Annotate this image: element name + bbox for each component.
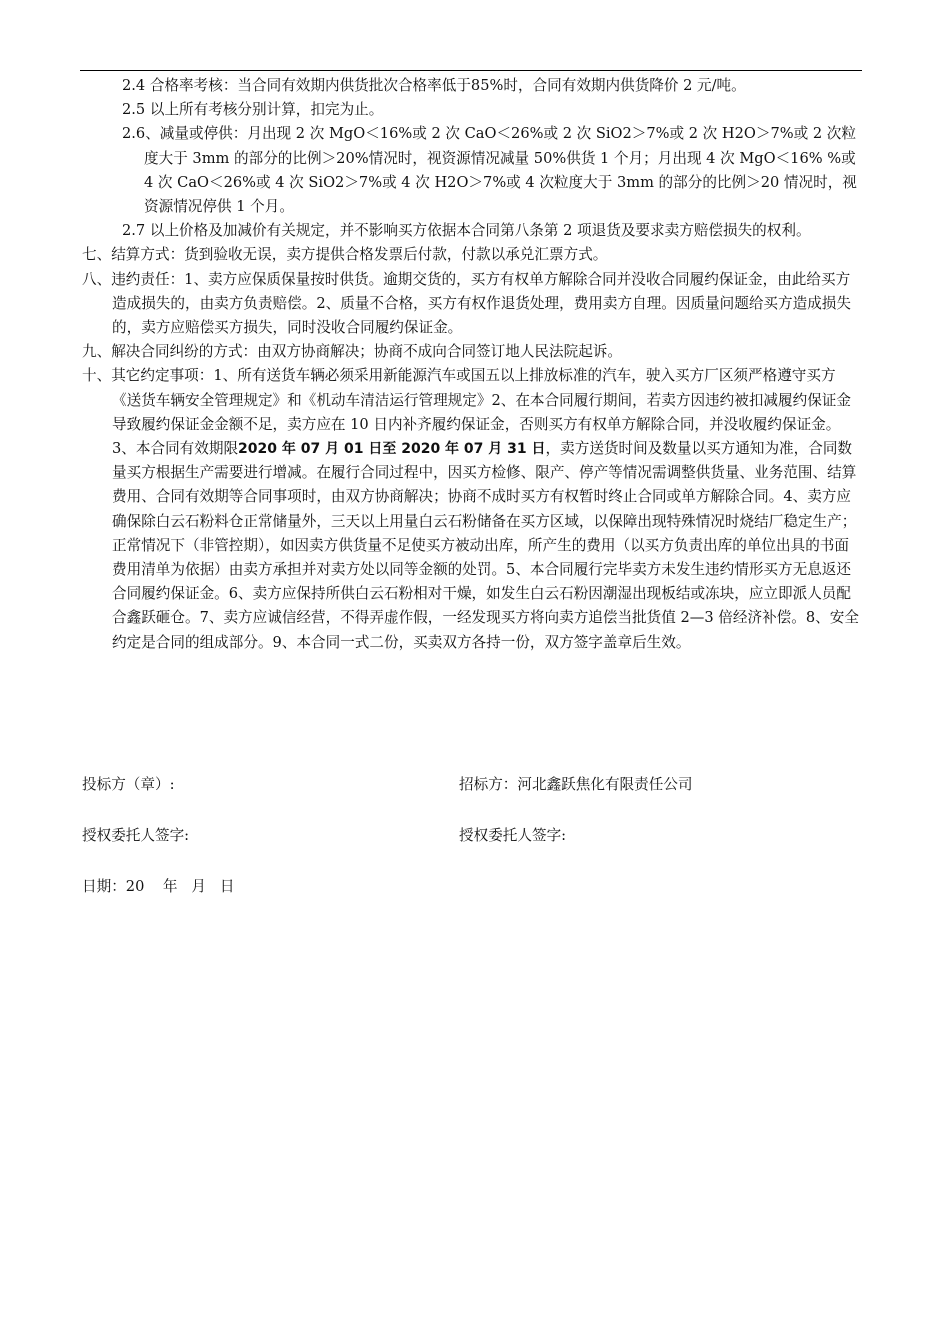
clause-8-liability: 八、违约责任：1、卖方应保质保量按时供货。逾期交货的，买方有权单方解除合同并没收合同履约保证金，由此给买方造成损失的，由卖方负责赔偿。2、质量不合格，买方有权作退货处理，费用卖方自理。因质量问题给买方造成损失的，卖方应赔偿买方损失，同时没收合同履约保证金。 [82,270,851,337]
clause-2-4: 2.4 合格率考核：当合同有效期内供货批次合格率低于85%时，合同有效期内供货降价 2 元/吨。 [122,77,746,94]
tenderer-label: 招标方：河北鑫跃焦化有限责任公司 [459,776,693,793]
clause-2-6: 2.6、减量或停供：月出现 2 次 MgO＜16%或 2 次 CaO＜26%或 2 次 SiO2＞7%或 2 次 H2O＞7%或 2 次粒度大于 3mm 的部分的比例＞20%情况时，视资源情况减量 50%供货 1 个月；月出现 4 次 MgO＜16% %或 4 次 CaO＜26%或 4 次 SiO2＞7%或 4 次 H2O＞7%或 4 次粒度大于 3mm 的部分的比例＞20 情况时，视资源情况停供 1 个月。 [122,125,857,216]
bidder-seal-label: 投标方（章）: [82,776,175,793]
clause-2-7: 2.7 以上价格及加减价有关规定，并不影响买方依据本合同第八条第 2 项退货及要求卖方赔偿损失的权利。 [122,222,811,240]
contract-validity-date: 2020 年 07 月 01 日至 2020 年 07 月 31 日 [238,441,546,458]
bidder-authorized-signature-label: 授权委托人签字: [82,827,190,844]
clause-10-other [82,364,860,654]
clause-10-part-b: ，卖方送货时间及数量以买方通知为准，合同数量买方根据生产需要进行增减。在履行合同过程中，因买方检修、限产、停产等情况需调整供货量、业务范围、结算费用、合同有效期等合同事项时，由双方协商解决；协商不成时买方有权暂时终止合同或单方解除合同。4、卖方应确保除白云石粉料仓正常储量外，三天以上用量白云石粉储备在买方区域，以保障出现特殊情况时烧结厂稳定生产；正常情况下（非管控期），如因卖方供货量不足使买方被动出库，所产生的费用（以买方负责出库的单位出具的书面费用清单为依据）由卖方承担并对卖方处以同等金额的处罚。5、本合同履行完毕卖方未发生违约情形买方无息返还合同履约保证金。6、卖方应保持所供白云石粉相对干燥，如发生白云石粉因潮湿出现板结或冻块，应立即派人员配合鑫跃砸仓。7、卖方应诚信经营，不得弄虚作假，一经发现买方将向卖方追偿当批货值 2—3 倍经济补偿。8、安全约定是合同的组成部分。9、本合同一式二份，买卖双方各持一份，双方签字盖章后生效。 [112,440,859,651]
clause-10-part-a: 十、其它约定事项：1、所有送货车辆必须采用新能源汽车或国五以上排放标准的汽车，驶入买方厂区须严格遵守买方《送货车辆安全管理规定》和《机动车清洁运行管理规定》2、在本合同履行期间，若卖方因违约被扣减履约保证金导致履约保证金金额不足，卖方应在 10 日内补齐履约保证金，否则买方有权单方解除合同，并没收履约保证金。3、本合同有效期限 [82,367,851,458]
clause-2-5: 2.5 以上所有考核分别计算，扣完为止。 [122,101,384,119]
clause-7-settlement: 七、结算方式：货到验收无误，卖方提供合格发票后付款，付款以承兑汇票方式。 [82,246,608,264]
date-line: 日期：20 年 月 日 [82,878,235,895]
header-rule [80,70,862,71]
tenderer-authorized-signature-label: 授权委托人签字: [459,827,567,844]
clause-9-disputes: 九、解决合同纠纷的方式：由双方协商解决；协商不成向合同签订地人民法院起诉。 [82,343,622,361]
contract-body [82,74,860,655]
